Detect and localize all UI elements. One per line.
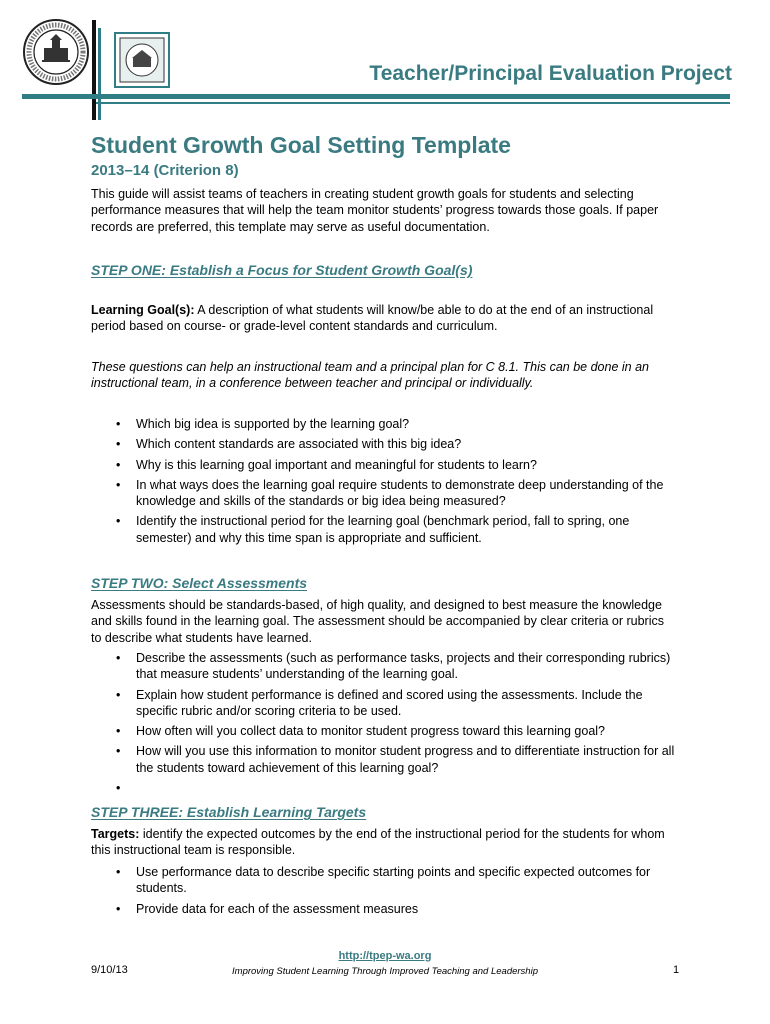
list-item: • Provide data for each of the assessment measures <box>114 901 654 917</box>
building-stamp-logo <box>114 32 170 88</box>
intro-paragraph: This guide will assist teams of teachers in creating student growth goals for students and selecting performance measures that will help the team monitor students’ progress towards those goals. If paper records are preferred, this template may serve as useful documentation. <box>91 187 659 234</box>
list-item: • How will you use this information to monitor student progress and to differentiate instruction for all the students toward achievement of this learning goal? <box>114 743 684 776</box>
list-item: • Identify the instructional period for the learning goal (benchmark period, fall to spring, one semester) and why this time span is appropriate and sufficient. <box>114 513 684 546</box>
list-item: • Describe the assessments (such as performance tasks, projects and their corresponding rubrics) that measure students’ understanding of the learning goal. <box>114 650 684 683</box>
project-title: Teacher/Principal Evaluation Project <box>369 62 732 85</box>
targets-label: Targets: <box>91 827 140 841</box>
footer-tagline: Improving Student Learning Through Improved Teaching and Leadership <box>232 966 538 977</box>
targets-text: identify the expected outcomes by the end of the instructional period for the students for whom this instructional team is responsible. <box>91 827 665 858</box>
step-two-question-list <box>114 650 684 796</box>
list-item: • Which content standards are associated with this big idea? <box>114 436 684 452</box>
list-item: • Why is this learning goal important and meaningful for students to learn? <box>114 457 684 473</box>
footer-date: 9/10/13 <box>91 964 128 976</box>
step-three-list <box>114 864 654 917</box>
document-subtitle: 2013–14 (Criterion 8) <box>91 162 239 179</box>
header-rule-top <box>22 94 730 99</box>
list-item: • Which big idea is supported by the learning goal? <box>114 416 684 432</box>
list-item: • Use performance data to describe specific starting points and specific expected outcomes for students. <box>114 864 654 897</box>
step-three-heading: STEP THREE: Establish Learning Targets <box>91 804 367 820</box>
header-vertical-bar-1 <box>92 20 96 120</box>
document-title: Student Growth Goal Setting Template <box>91 132 511 158</box>
footer-website-link[interactable]: http://tpep-wa.org <box>338 950 432 962</box>
step-two-intro: Assessments should be standards-based, of high quality, and designed to best measure the knowledge and skills found in the learning goal. The assessment should be accompanied by clear criteria or rubrics to describe what students have learned. <box>91 598 664 645</box>
list-item: • In what ways does the learning goal require students to demonstrate deep understanding of the knowledge and skills of the standards or big idea being measured? <box>114 477 684 510</box>
header-vertical-bar-2 <box>98 28 101 120</box>
targets-paragraph <box>91 826 671 859</box>
list-item: • Explain how student performance is defined and scored using the assessments. Include the specific rubric and/or scoring criteria to be used. <box>114 687 684 720</box>
learning-goal-label: Learning Goal(s): <box>91 303 195 317</box>
list-item: • How often will you collect data to monitor student progress toward this learning goal? <box>114 723 684 739</box>
learning-goal-text: A description of what students will know/be able to do at the end of an instructional period based on course- or grade-level content standards and curriculum. <box>91 303 654 334</box>
page-number: 1 <box>673 964 680 976</box>
step-two-heading: STEP TWO: Select Assessments <box>91 575 308 591</box>
list-item-empty <box>114 780 684 796</box>
header-rule-bottom <box>96 102 730 104</box>
step-one-note: These questions can help an instructional team and a principal plan for C 8.1. This can be done in an instructional team, in a conference between teacher and principal or individually. <box>91 360 649 391</box>
step-one-question-list <box>114 416 684 546</box>
learning-goal-paragraph <box>91 302 681 335</box>
step-one-heading: STEP ONE: Establish a Focus for Student Growth Goal(s) <box>91 262 473 278</box>
ospi-seal-logo <box>22 18 90 86</box>
